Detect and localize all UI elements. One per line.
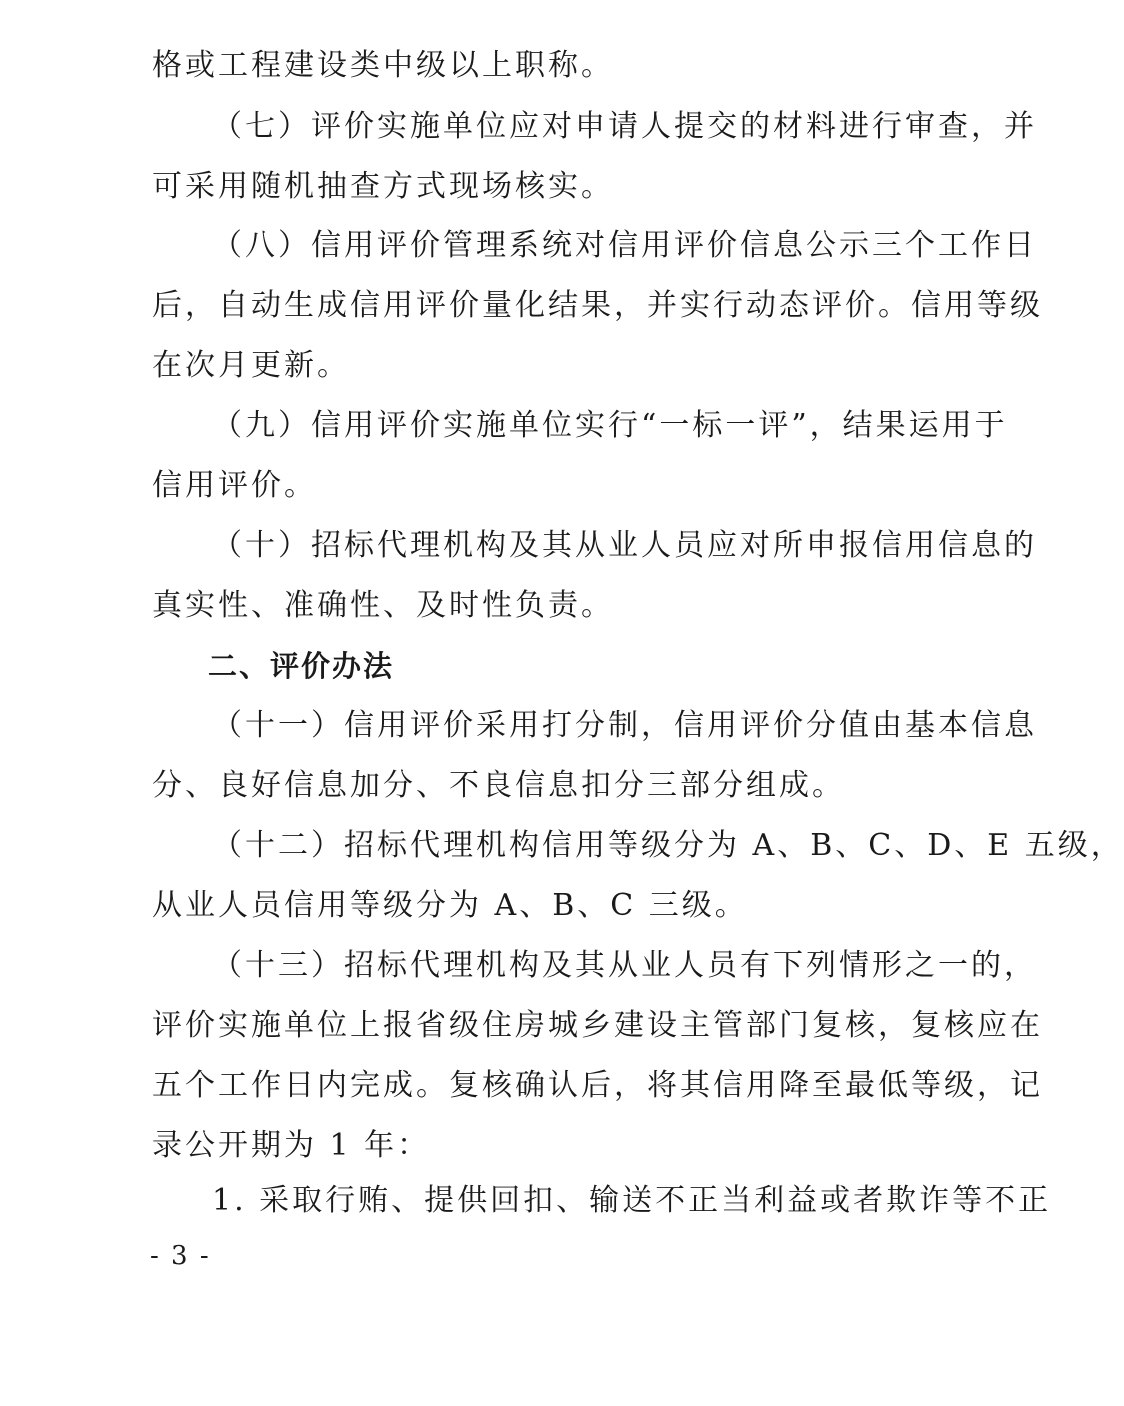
text-line: 录公开期为 1 年：	[152, 1128, 431, 1163]
paragraph-9-start: （九）信用评价实施单位实行“一标一评”，结果运用于	[212, 408, 1008, 443]
text-line: 格或工程建设类中级以上职称。	[152, 48, 614, 83]
text-line: 后，自动生成信用评价量化结果，并实行动态评价。信用等级	[152, 288, 1043, 323]
text-line: 评价实施单位上报省级住房城乡建设主管部门复核，复核应在	[152, 1008, 1043, 1043]
text-line: 可采用随机抽查方式现场核实。	[152, 169, 614, 204]
text-line: 信用评价。	[152, 468, 317, 503]
text-line: 五个工作日内完成。复核确认后，将其信用降至最低等级，记	[152, 1068, 1043, 1103]
text-line: 分、良好信息加分、不良信息扣分三部分组成。	[152, 768, 845, 803]
text-line: 在次月更新。	[152, 348, 350, 383]
paragraph-13-start: （十三）招标代理机构及其从业人员有下列情形之一的，	[212, 948, 1037, 983]
list-item-1: 1. 采取行贿、提供回扣、输送不正当利益或者欺诈等不正	[212, 1183, 1052, 1218]
section-heading: 二、评价办法	[208, 649, 395, 683]
paragraph-10-start: （十）招标代理机构及其从业人员应对所申报信用信息的	[212, 528, 1037, 563]
paragraph-8-start: （八）信用评价管理系统对信用评价信息公示三个工作日	[212, 228, 1037, 263]
paragraph-12-start: （十二）招标代理机构信用等级分为 A、B、C、D、E 五级，	[212, 828, 1124, 863]
text-line: 真实性、准确性、及时性负责。	[152, 588, 614, 623]
paragraph-11-start: （十一）信用评价采用打分制，信用评价分值由基本信息	[212, 708, 1037, 743]
page-number: - 3 -	[150, 1241, 211, 1271]
paragraph-7-start: （七）评价实施单位应对申请人提交的材料进行审查，并	[212, 109, 1037, 144]
text-line: 从业人员信用等级分为 A、B、C 三级。	[152, 888, 748, 923]
